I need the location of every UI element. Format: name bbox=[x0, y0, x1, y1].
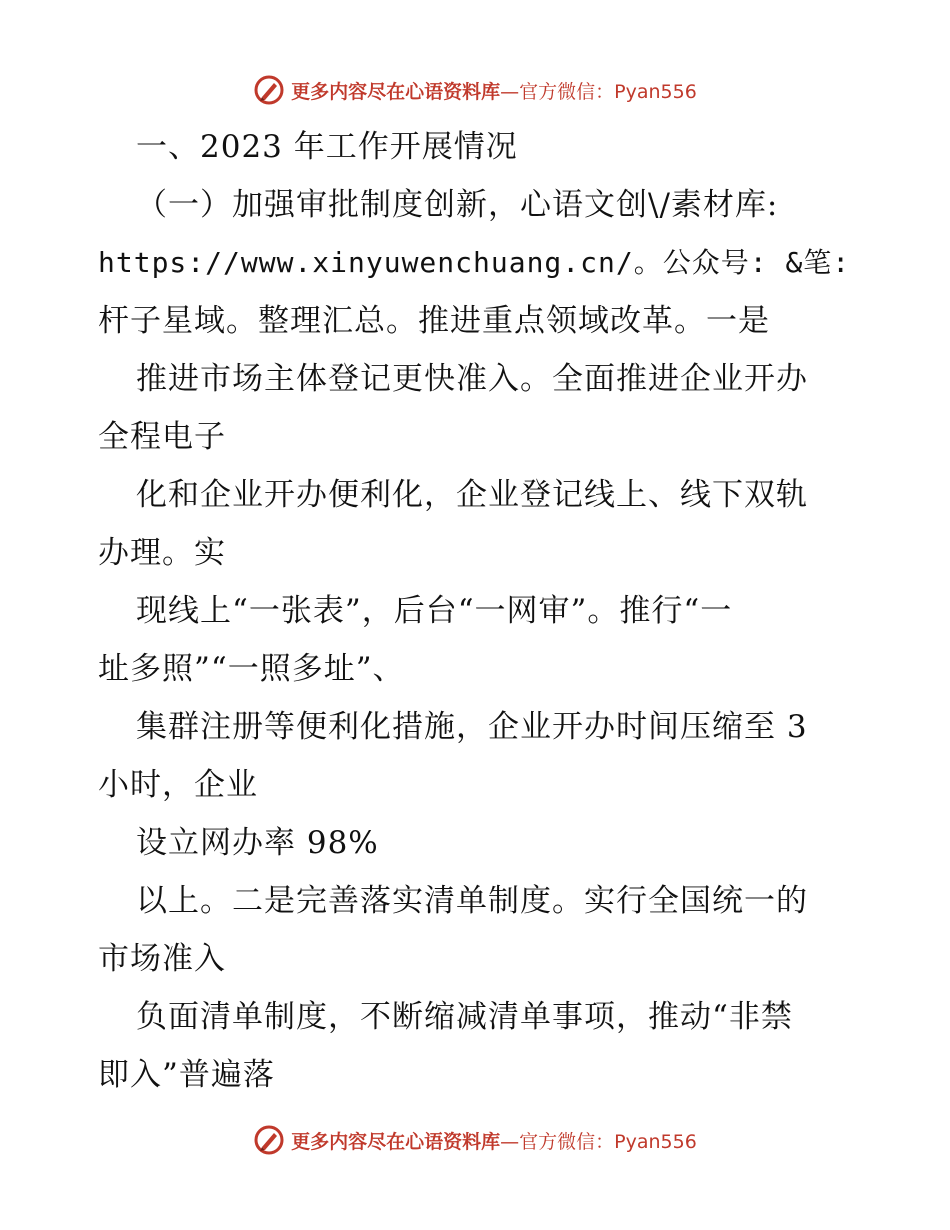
text-line: 办理。实 bbox=[98, 535, 226, 571]
pen-logo-icon bbox=[253, 1124, 285, 1156]
document-body bbox=[98, 118, 858, 1104]
text-line: 设立网办率 98% bbox=[136, 825, 379, 861]
text-line: 现线上“一张表”，后台“一网审”。推行“一 bbox=[136, 593, 733, 629]
text-line: 即入”普遍落 bbox=[98, 1057, 275, 1093]
text-line: https://www.xinyuwenchuang.cn/。公众号: &笔: bbox=[98, 246, 851, 279]
text-line: 化和企业开办便利化，企业登记线上、线下双轨 bbox=[136, 477, 808, 513]
text-line: 负面清单制度，不断缩减清单事项，推动“非禁 bbox=[136, 999, 793, 1035]
text-line: 小时，企业 bbox=[98, 767, 258, 803]
header-banner bbox=[0, 70, 950, 110]
text-line: 市场准入 bbox=[98, 941, 226, 977]
banner-suffix: —官方微信：Pyan556 bbox=[500, 1130, 697, 1153]
text-line: 杆子星域。整理汇总。推进重点领域改革。一是 bbox=[98, 303, 770, 339]
text-line: 址多照”“一照多址”、 bbox=[98, 651, 405, 687]
text-line: 全程电子 bbox=[98, 419, 226, 455]
text-line: 推进市场主体登记更快准入。全面推进企业开办 bbox=[136, 361, 808, 397]
pen-logo-icon bbox=[253, 74, 285, 106]
text-line: （一）加强审批制度创新，心语文创\/素材库: bbox=[136, 187, 779, 223]
text-line: 一、2023 年工作开展情况 bbox=[136, 129, 518, 165]
text-line: 集群注册等便利化措施，企业开办时间压缩至 3 bbox=[136, 709, 808, 745]
banner-suffix: —官方微信：Pyan556 bbox=[500, 80, 697, 103]
text-line: 以上。二是完善落实清单制度。实行全国统一的 bbox=[136, 883, 808, 919]
banner-text: 更多内容尽在心语资料库 bbox=[291, 80, 501, 103]
banner-text: 更多内容尽在心语资料库 bbox=[291, 1130, 501, 1153]
footer-banner bbox=[0, 1120, 950, 1160]
